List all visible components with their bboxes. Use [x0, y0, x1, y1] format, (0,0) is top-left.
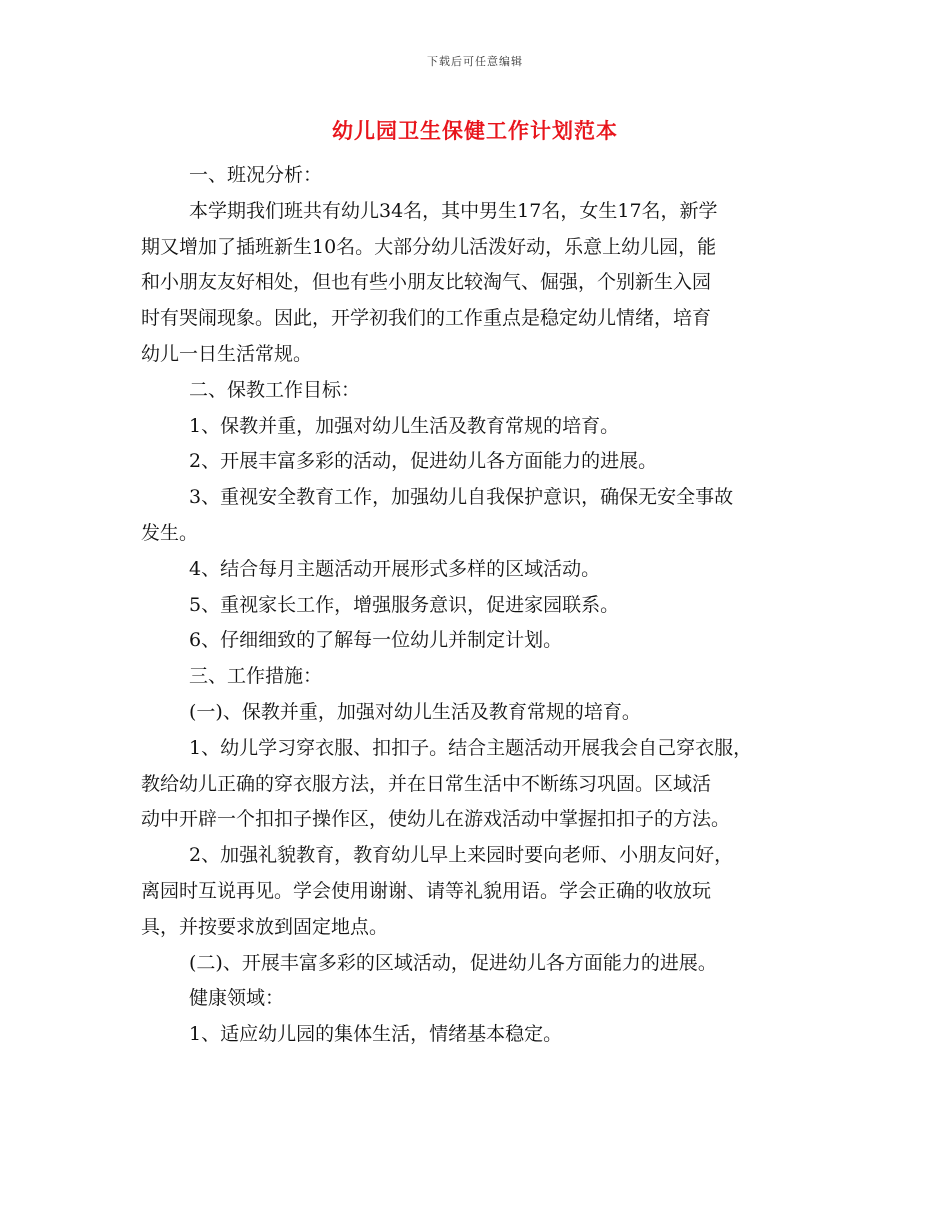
paragraph	[141, 659, 811, 695]
text-line: 时有哭闹现象。因此，开学初我们的工作重点是稳定幼儿情绪，培育	[141, 307, 712, 330]
text-line: 健康领域：	[189, 987, 285, 1010]
paragraph	[141, 623, 811, 659]
text-line: 1、保教并重，加强对幼儿生活及教育常规的培育。	[189, 414, 620, 437]
text-line: 一、班况分析：	[189, 164, 323, 186]
paragraph	[141, 946, 811, 982]
text-line: 具，并按要求放到固定地点。	[141, 915, 389, 938]
text-line: 和小朋友友好相处，但也有些小朋友比较淘气、倔强，个别新生入园	[141, 271, 712, 294]
text-line: 6、仔细细致的了解每一位幼儿并制定计划。	[189, 629, 563, 652]
text-line: 三、工作措施：	[189, 665, 323, 688]
text-line: 二、保教工作目标：	[189, 378, 361, 401]
text-line: 1、适应幼儿园的集体生活，情绪基本稳定。	[189, 1023, 563, 1046]
document-body	[141, 158, 811, 1053]
text-line: 4、结合每月主题活动开展形式多样的区域活动。	[189, 557, 601, 580]
paragraph	[141, 444, 811, 480]
text-line: (一)、保教并重，加强对幼儿生活及教育常规的培育。	[189, 700, 641, 723]
document-title: 幼儿园卫生保健工作计划范本	[332, 118, 618, 143]
text-line: 动中开辟一个扣扣子操作区，使幼儿在游戏活动中掌握扣扣子的方法。	[141, 808, 731, 831]
paragraph	[141, 838, 811, 945]
text-line: 5、重视家长工作，增强服务意识，促进家园联系。	[189, 593, 620, 616]
text-line: (二)、开展丰富多彩的区域活动，促进幼儿各方面能力的进展。	[189, 951, 717, 974]
text-line: 3、重视安全教育工作，加强幼儿自我保护意识，确保无安全事故	[189, 486, 734, 509]
paragraph	[141, 695, 811, 731]
paragraph	[141, 588, 811, 624]
paragraph	[141, 194, 811, 373]
paragraph	[141, 981, 811, 1017]
paragraph	[141, 731, 811, 838]
text-line: 教给幼儿正确的穿衣服方法，并在日常生活中不断练习巩固。区域活	[141, 772, 712, 795]
text-line: 幼儿一日生活常规。	[141, 342, 313, 365]
header-note: 下载后可任意编辑	[427, 55, 523, 68]
text-line: 期又增加了插班新生10名。大部分幼儿活泼好动，乐意上幼儿园，能	[141, 235, 717, 258]
paragraph	[141, 409, 811, 445]
paragraph	[141, 480, 811, 552]
paragraph	[141, 552, 811, 588]
paragraph	[141, 158, 811, 194]
text-line: 本学期我们班共有幼儿34名，其中男生17名，女生17名，新学	[189, 199, 718, 222]
paragraph	[141, 1017, 811, 1053]
paragraph	[141, 373, 811, 409]
text-line: 2、开展丰富多彩的活动，促进幼儿各方面能力的进展。	[189, 450, 658, 473]
text-line: 1、幼儿学习穿衣服、扣扣子。结合主题活动开展我会自己穿衣服，	[189, 736, 753, 759]
text-line: 2、加强礼貌教育，教育幼儿早上来园时要向老师、小朋友问好，	[189, 844, 734, 867]
text-line: 发生。	[141, 521, 199, 544]
text-line: 离园时互说再见。学会使用谢谢、请等礼貌用语。学会正确的收放玩	[141, 879, 712, 902]
